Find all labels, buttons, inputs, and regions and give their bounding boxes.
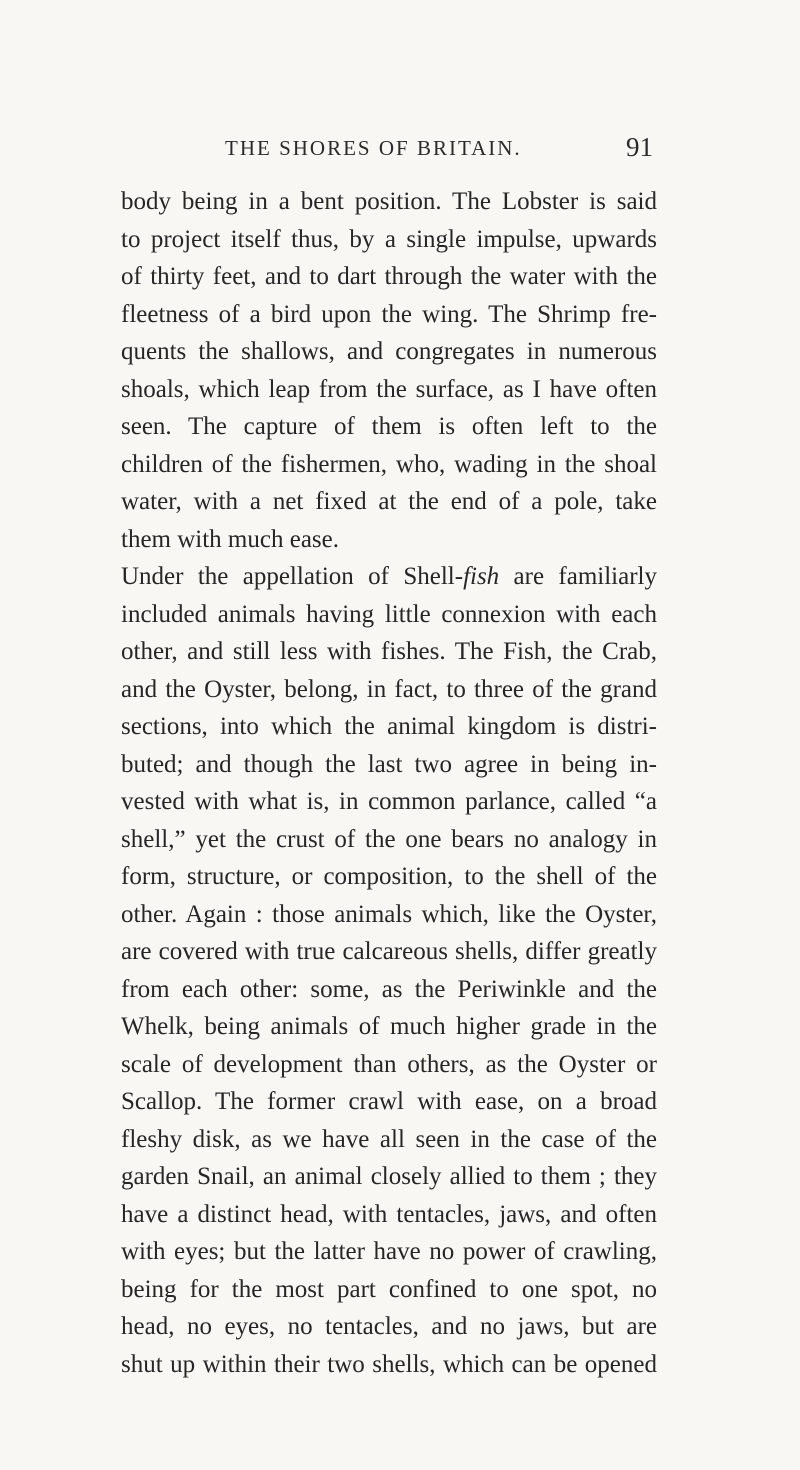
page-header xyxy=(121,132,657,168)
text-line: water, with a net fixed at the end of a pole, take xyxy=(121,488,657,515)
text-line: vested with what is, in common parlance, called “a xyxy=(121,788,657,815)
text-line: from each other: some, as the Periwinkle and the xyxy=(121,975,657,1003)
text-line: shut up within their two shells, which can be opened xyxy=(121,1350,657,1378)
text-line: buted; and though the last two agree in being in- xyxy=(121,750,657,778)
text-line: fleshy disk, as we have all seen in the case of the xyxy=(121,1125,657,1153)
text-line-with-italic xyxy=(121,558,657,596)
page-number: 91 xyxy=(626,132,653,162)
text-line: with eyes; but the latter have no power of crawling, xyxy=(121,1238,657,1265)
text-line: to project itself thus, by a single impulse, upwards xyxy=(121,225,657,253)
text-line: children of the fishermen, who, wading in the shoal xyxy=(121,450,657,478)
text-line: being for the most part confined to one spot, no xyxy=(121,1275,657,1303)
text-line: sections, into which the animal kingdom is distri- xyxy=(121,713,657,740)
text-line: shoals, which leap from the surface, as I have often xyxy=(121,375,657,403)
running-title: THE SHORES OF BRITAIN. xyxy=(225,136,522,160)
text-line: are covered with true calcareous shells, differ greatly xyxy=(121,938,657,965)
text-line: other, and still less with fishes. The Fish, the Crab, xyxy=(121,638,657,665)
text-line: fleetness of a bird upon the wing. The Shrimp fre- xyxy=(121,300,657,328)
text-line: included animals having little connexion with each xyxy=(121,600,657,628)
text-line: form, structure, or composition, to the shell of the xyxy=(121,863,657,890)
text-line: Whelk, being animals of much higher grade in the xyxy=(121,1013,657,1040)
text-line: garden Snail, an animal closely allied to them ; they xyxy=(121,1163,657,1190)
text-line: them with much ease. xyxy=(121,525,339,553)
line-segment: are familiarly xyxy=(499,563,657,590)
text-line: other. Again : those animals which, like the Oyster, xyxy=(121,900,657,928)
text-line: scale of development than others, as the Oyster or xyxy=(121,1050,657,1078)
text-line: shell,” yet the crust of the one bears no analogy in xyxy=(121,825,657,853)
text-line: have a distinct head, with tentacles, jaws, and often xyxy=(121,1200,657,1228)
line-segment: Under the appellation of Shell- xyxy=(121,563,464,590)
text-line: of thirty feet, and to dart through the water with the xyxy=(121,263,657,290)
text-line: head, no eyes, no tentacles, and no jaws, but are xyxy=(121,1313,657,1340)
text-line: Scallop. The former crawl with ease, on a broad xyxy=(121,1088,657,1115)
text-line: seen. The capture of them is often left to the xyxy=(121,413,657,440)
text-line: and the Oyster, belong, in fact, to three of the grand xyxy=(121,675,657,703)
italic-word: fish xyxy=(463,563,500,590)
text-line: quents the shallows, and congregates in numerous xyxy=(121,338,657,365)
body-text xyxy=(121,183,657,1383)
text-line: body being in a bent position. The Lobster is said xyxy=(121,188,657,215)
